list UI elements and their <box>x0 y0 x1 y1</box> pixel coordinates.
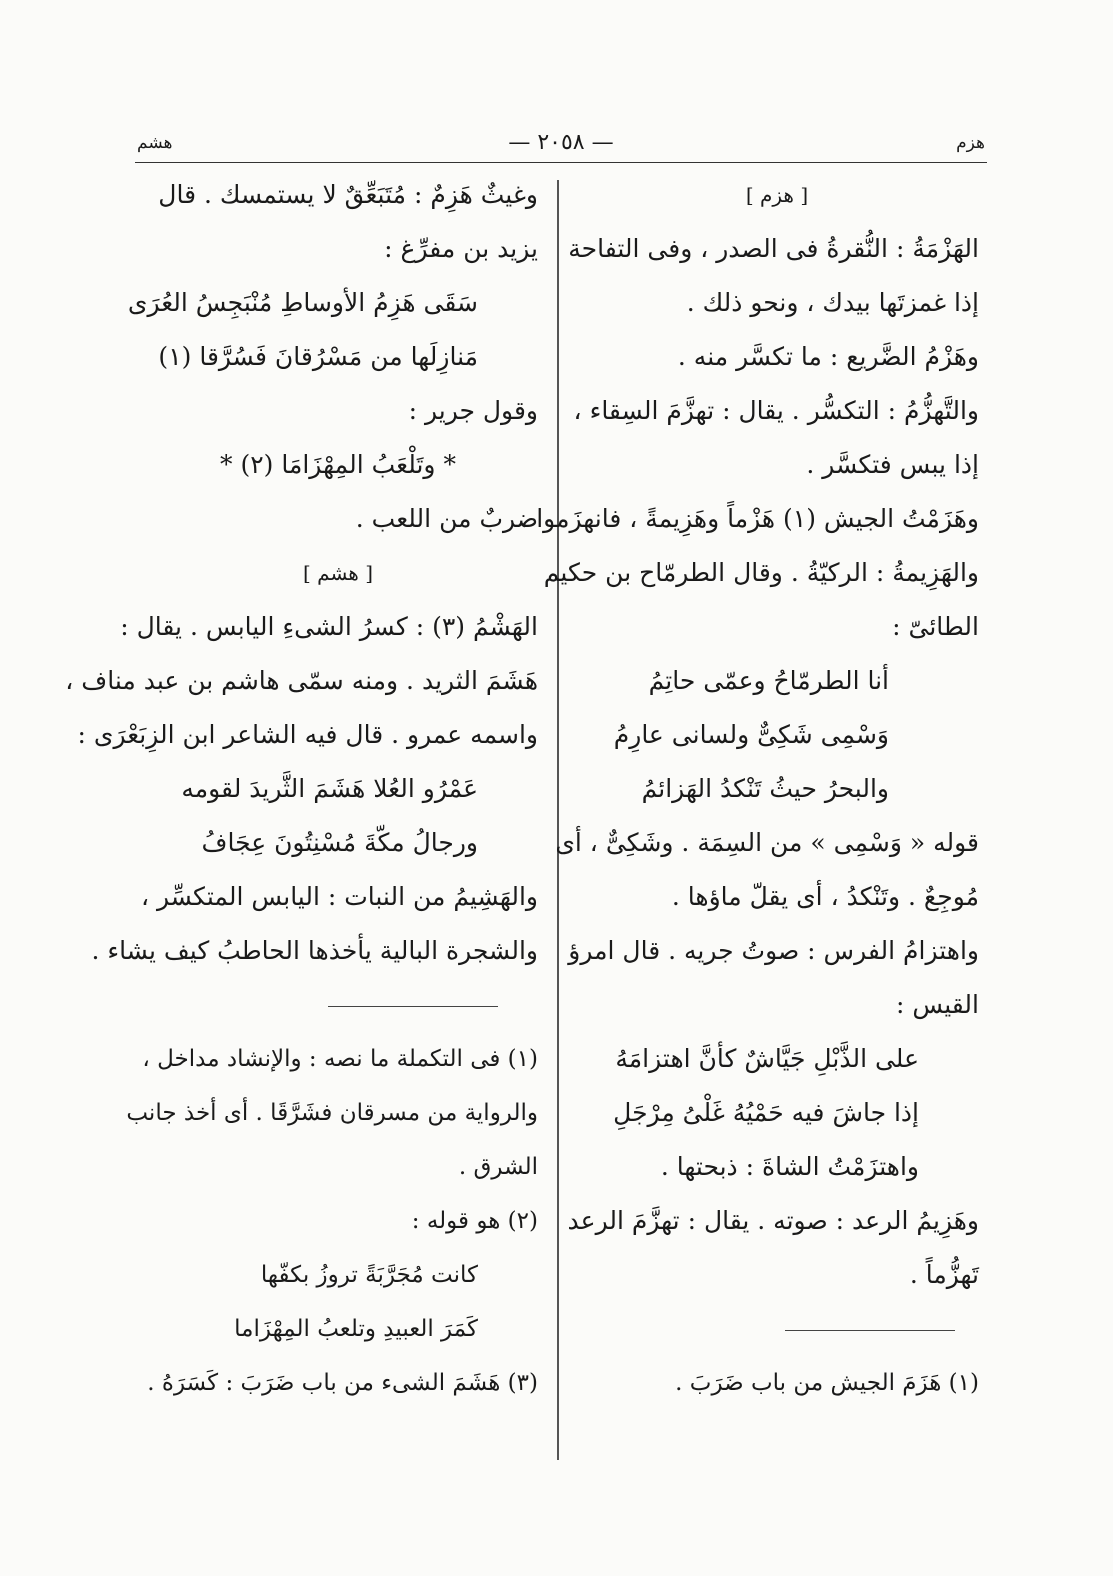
footnote: (٢) هو قوله : <box>411 1208 538 1234</box>
verse-line: * وتَلْعَبُ المِهْزَامَا (٢) * <box>220 450 456 479</box>
text-line: يزيد بن مفرِّغ : <box>384 234 538 263</box>
text-line: قوله « وَسْمِى » من السِمَة . وشَكِىٌّ ، أى <box>555 828 979 857</box>
text-line: وقول جرير : <box>408 396 538 425</box>
header-root-left: هشم <box>137 133 173 153</box>
header-root-right: هزم <box>956 133 985 153</box>
text-line: إذا يبس فتكسَّر . <box>806 450 979 479</box>
footnote-verse: كَمَرَ العبيدِ وتلعبُ المِهْزَاما <box>234 1316 478 1342</box>
text-line: والشجرة البالية يأخذها الحاطبُ كيف يشاء . <box>91 936 538 965</box>
footnote-verse: كانت مُجَرَّبَةً تروزُ بكفّها <box>260 1262 478 1288</box>
verse-line: ورجالُ مكّةَ مُسْنِتُونَ عِجَافُ <box>201 828 478 857</box>
footnote-rule <box>138 978 538 1032</box>
text-line: مُوجِعٌ . وتَنْكدُ ، أى يقلّ ماؤها . <box>671 882 979 911</box>
text-line: الهَشْمُ (٣) : كسرُ الشىءِ اليابس . يقال : <box>120 612 538 641</box>
text-line: والتَّهزُّمُ : التكسُّر . يقال : تهزَّمَ السِقاء ، <box>573 396 979 425</box>
entry-heading-hazm: [ هزم ] <box>745 183 809 207</box>
footnote: الشرق . <box>458 1154 538 1180</box>
page-header <box>135 128 987 163</box>
right-column <box>520 168 979 1410</box>
verse-line: وَسْمِى شَكِىٌّ ولسانى عارِمُ <box>613 720 889 749</box>
text-line: والهَزِيمةُ : الركيّةُ . وقال الطرمّاح بن حكيم <box>543 558 979 587</box>
text-line: إذا غمزتَها بيدك ، ونحو ذلك . <box>686 288 979 317</box>
page-number: — ٢٠٥٨ — <box>508 130 614 155</box>
text-line: واهتزَمْتُ الشاةَ : ذبحتها . <box>660 1152 919 1181</box>
text-line: الطائىّ : <box>892 612 979 641</box>
text-line: تَهزُّماً . <box>909 1260 979 1289</box>
text-line: ضربٌ من اللعب . <box>355 504 538 533</box>
text-line: وهَزِيمُ الرعد : صوته . يقال : تهزَّمَ الرعد <box>567 1206 979 1235</box>
text-line: واسمه عمرو . قال فيه الشاعر ابن الزِبَعْرَى : <box>77 720 538 749</box>
footnote: والرواية من مسرقان فشَرَّقَا . أى أخذ جانب <box>126 1100 538 1126</box>
text-line: وهَزَمْتُ الجيش (١) هَزْماً وهَزِيمةً ، فانهزَموا . <box>520 504 979 533</box>
footnote-rule <box>575 1302 979 1356</box>
text-line: القيس : <box>896 990 979 1019</box>
footnote: (١) هَزَمَ الجيش من باب ضَرَبَ . <box>675 1370 979 1396</box>
verse-line: عَمْرُو العُلا هَشَمَ الثَّريدَ لقومه <box>181 774 478 803</box>
verse-line: مَنازِلَها من مَسْرُقانَ فَسُرَّقا (١) <box>158 342 478 371</box>
text-line: واهتزامُ الفرس : صوتُ جريه . قال امرؤ <box>568 936 979 965</box>
verse-line: والبحرُ حيثُ تَنْكدُ الهَزائمُ <box>641 774 889 803</box>
text-line: وغيثٌ هَزِمٌ : مُتَبَعِّقٌ لا يستمسك . قال <box>158 180 538 209</box>
verse-line: سَقَى هَزِمُ الأوساطِ مُنْبَجِسُ العُرَى <box>127 288 478 317</box>
verse-line: على الذَّبْلِ جَيَّاشٌ كأنَّ اهتزامَهُ <box>615 1044 919 1073</box>
text-line: والهَشِيمُ من النبات : اليابس المتكسِّر ، <box>140 882 538 911</box>
text-line: هَشَمَ الثريد . ومنه سمّى هاشم بن عبد مناف ، <box>65 666 538 695</box>
footnote: (١) فى التكملة ما نصه : والإنشاد مداخل ، <box>142 1046 538 1072</box>
entry-heading-hashm: [ هشم ] <box>302 561 374 585</box>
left-column <box>65 168 538 1410</box>
verse-line: إذا جاشَ فيه حَمْيُهُ غَلْىُ مِرْجَلِ <box>613 1098 919 1127</box>
text-line: وهَزْمُ الضَّريع : ما تكسَّر منه . <box>677 342 979 371</box>
text-line: الهَزْمَةُ : النُّقرةُ فى الصدر ، وفى التفاحة <box>568 234 979 263</box>
footnote: (٣) هَشَمَ الشىء من باب ضَرَبَ : كَسَرَهُ . <box>147 1370 538 1396</box>
verse-line: أنا الطرمّاحُ وعمّى حاتِمُ <box>648 666 889 695</box>
